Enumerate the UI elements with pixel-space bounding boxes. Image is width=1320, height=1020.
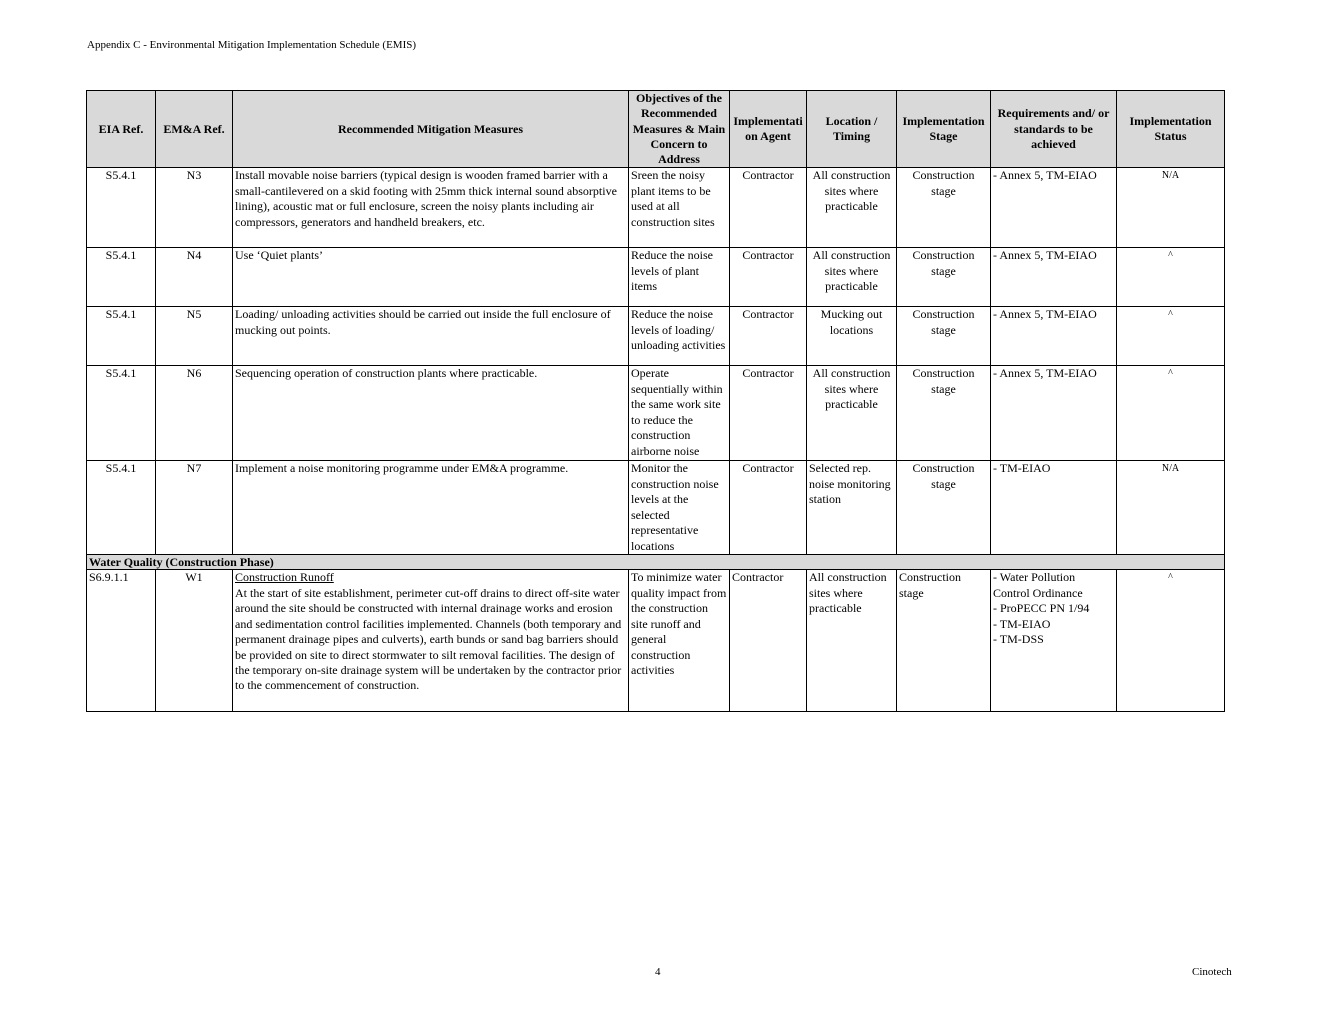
cell-agent: Contractor bbox=[730, 366, 807, 461]
table-row bbox=[87, 248, 1225, 307]
cell-eia-ref: S5.4.1 bbox=[87, 168, 156, 248]
table-row bbox=[87, 570, 1225, 712]
cell-eia-ref: S5.4.1 bbox=[87, 307, 156, 366]
cell-measures: Loading/ unloading activities should be carried out inside the full enclosure of mucking out points. bbox=[233, 307, 629, 366]
cell-requirements: - TM-EIAO bbox=[991, 461, 1117, 555]
cell-agent: Contractor bbox=[730, 248, 807, 307]
cell-measures bbox=[233, 570, 629, 712]
cell-measures: Install movable noise barriers (typical design is wooden framed barrier with a small-cantilevered on a skid footing with 25mm thick internal sound absorptive lining), acoustic mat or full enclosure, screen the noisy plants including air compressors, generators and handheld breakers, etc. bbox=[233, 168, 629, 248]
cell-status: ^ bbox=[1117, 366, 1225, 461]
cell-location: Selected rep. noise monitoring station bbox=[807, 461, 897, 555]
table-row bbox=[87, 366, 1225, 461]
col-header-objectives: Objectives of the Recommended Measures & Main Concern to Address bbox=[629, 91, 730, 168]
col-header-measures: Recommended Mitigation Measures bbox=[233, 91, 629, 168]
cell-status: N/A bbox=[1117, 168, 1225, 248]
cell-stage: Construction stage bbox=[897, 461, 991, 555]
cell-stage: Construction stage bbox=[897, 366, 991, 461]
cell-measures: Implement a noise monitoring programme under EM&A programme. bbox=[233, 461, 629, 555]
cell-agent: Contractor bbox=[730, 570, 807, 712]
col-header-requirements: Requirements and/ or standards to be achieved bbox=[991, 91, 1117, 168]
measure-title: Construction Runoff bbox=[235, 570, 334, 585]
measure-text: At the start of site establishment, perimeter cut-off drains to direct off-site water around the site should be constructed with internal drainage works and erosion and sedimentation control facilities implemented. Channels (both temporary and permanent drainage pipes and culverts), earth bunds or sand bag barriers should be provided on site to direct stormwater to silt removal facilities. The design of the temporary on-site drainage system will be undertaken by the contractor prior to the commencement of construction. bbox=[235, 585, 622, 693]
page-number: 4 bbox=[655, 966, 661, 978]
cell-agent: Contractor bbox=[730, 307, 807, 366]
cell-ema-ref: N3 bbox=[156, 168, 233, 248]
cell-stage: Construction stage bbox=[897, 570, 991, 712]
cell-requirements: - Annex 5, TM-EIAO bbox=[991, 307, 1117, 366]
cell-requirements: - Annex 5, TM-EIAO bbox=[991, 248, 1117, 307]
cell-requirements: - Annex 5, TM-EIAO bbox=[991, 168, 1117, 248]
cell-ema-ref: W1 bbox=[156, 570, 233, 712]
cell-objectives: Monitor the construction noise levels at the selected representative locations bbox=[629, 461, 730, 555]
col-header-status: Implementation Status bbox=[1117, 91, 1225, 168]
cell-location: All construction sites where practicable bbox=[807, 168, 897, 248]
cell-ema-ref: N7 bbox=[156, 461, 233, 555]
cell-ema-ref: N4 bbox=[156, 248, 233, 307]
emis-table bbox=[86, 90, 1225, 712]
cell-ema-ref: N6 bbox=[156, 366, 233, 461]
section-row bbox=[87, 555, 1225, 570]
col-header-stage: Implementation Stage bbox=[897, 91, 991, 168]
cell-measures: Sequencing operation of construction plants where practicable. bbox=[233, 366, 629, 461]
cell-stage: Construction stage bbox=[897, 307, 991, 366]
cell-ema-ref: N5 bbox=[156, 307, 233, 366]
table-header-row bbox=[87, 91, 1225, 168]
cell-objectives: To minimize water quality impact from the construction site runoff and general construction activities bbox=[629, 570, 730, 712]
col-header-ema-ref: EM&A Ref. bbox=[156, 91, 233, 168]
cell-eia-ref: S6.9.1.1 bbox=[87, 570, 156, 712]
cell-status: N/A bbox=[1117, 461, 1225, 555]
cell-location: Mucking out locations bbox=[807, 307, 897, 366]
table-row bbox=[87, 461, 1225, 555]
cell-status: ^ bbox=[1117, 570, 1225, 712]
section-heading: Water Quality (Construction Phase) bbox=[87, 555, 1225, 570]
cell-location: All construction sites where practicable bbox=[807, 248, 897, 307]
col-header-eia-ref: EIA Ref. bbox=[87, 91, 156, 168]
cell-objectives: Reduce the noise levels of plant items bbox=[629, 248, 730, 307]
company-name: Cinotech bbox=[1192, 966, 1232, 978]
col-header-agent: Implementati on Agent bbox=[730, 91, 807, 168]
cell-objectives: Operate sequentially within the same work site to reduce the construction airborne noise bbox=[629, 366, 730, 461]
cell-requirements: - Water Pollution Control Ordinance - ProPECC PN 1/94 - TM-EIAO - TM-DSS bbox=[991, 570, 1117, 712]
cell-agent: Contractor bbox=[730, 168, 807, 248]
cell-stage: Construction stage bbox=[897, 248, 991, 307]
cell-eia-ref: S5.4.1 bbox=[87, 248, 156, 307]
cell-requirements: - Annex 5, TM-EIAO bbox=[991, 366, 1117, 461]
table-row bbox=[87, 168, 1225, 248]
cell-location: All construction sites where practicable bbox=[807, 366, 897, 461]
cell-stage: Construction stage bbox=[897, 168, 991, 248]
cell-location: All construction sites where practicable bbox=[807, 570, 897, 712]
table-row bbox=[87, 307, 1225, 366]
cell-status: ^ bbox=[1117, 307, 1225, 366]
page-header: Appendix C - Environmental Mitigation Implementation Schedule (EMIS) bbox=[87, 39, 417, 51]
cell-eia-ref: S5.4.1 bbox=[87, 366, 156, 461]
cell-objectives: Sreen the noisy plant items to be used at all construction sites bbox=[629, 168, 730, 248]
cell-eia-ref: S5.4.1 bbox=[87, 461, 156, 555]
cell-status: ^ bbox=[1117, 248, 1225, 307]
col-header-location: Location / Timing bbox=[807, 91, 897, 168]
cell-measures: Use ‘Quiet plants’ bbox=[233, 248, 629, 307]
cell-agent: Contractor bbox=[730, 461, 807, 555]
cell-objectives: Reduce the noise levels of loading/ unloading activities bbox=[629, 307, 730, 366]
